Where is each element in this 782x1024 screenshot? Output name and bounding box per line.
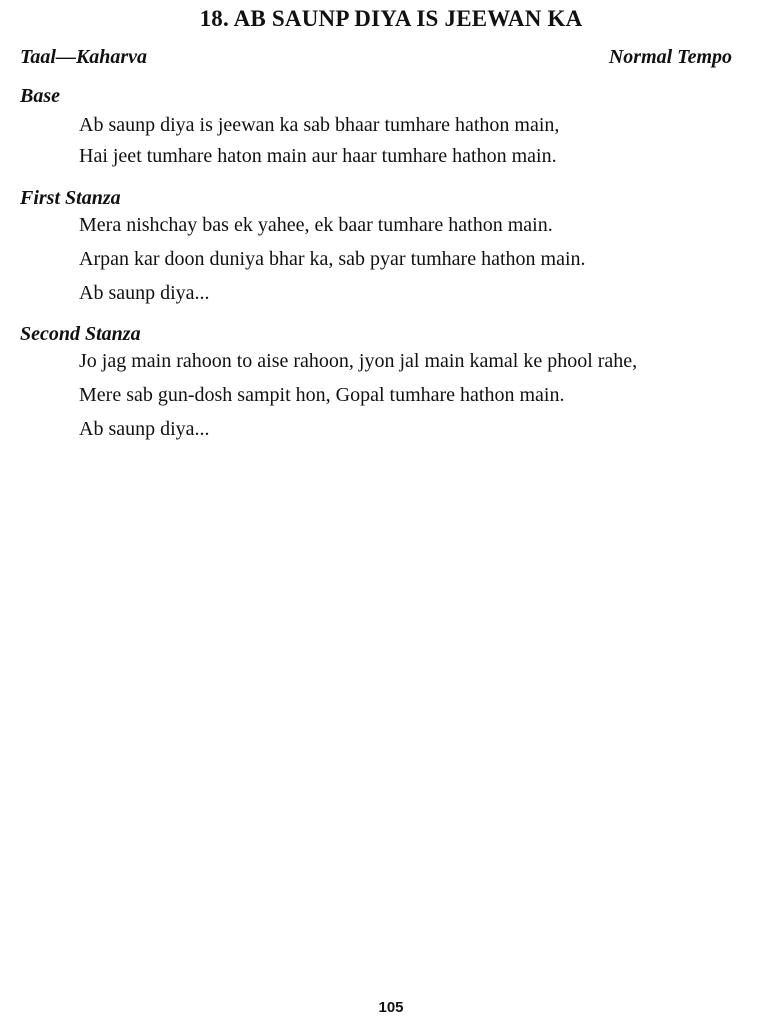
lyric-line: Hai jeet tumhare haton main aur haar tumhare hathon main. (79, 145, 557, 167)
lyric-line: Ab saunp diya... (79, 418, 210, 440)
lyric-line: Ab saunp diya is jeewan ka sab bhaar tumhare hathon main, (79, 114, 560, 136)
lyric-line: Arpan kar doon duniya bhar ka, sab pyar tumhare hathon main. (79, 248, 586, 270)
section-label-base: Base (20, 85, 60, 107)
page-number: 105 (378, 999, 404, 1016)
lyric-line: Mera nishchay bas ek yahee, ek baar tumhare hathon main. (79, 214, 553, 236)
lyric-line: Ab saunp diya... (79, 282, 210, 304)
tempo-label: Normal Tempo (608, 46, 732, 68)
lyric-line: Mere sab gun-dosh sampit hon, Gopal tumhare hathon main. (79, 384, 565, 406)
song-title: 18. AB SAUNP DIYA IS JEEWAN KA (199, 6, 583, 31)
taal-label: Taal—Kaharva (20, 46, 148, 68)
lyric-line: Jo jag main rahoon to aise rahoon, jyon jal main kamal ke phool rahe, (79, 350, 638, 372)
section-label-first-stanza: First Stanza (20, 187, 121, 209)
section-label-second-stanza: Second Stanza (20, 323, 141, 345)
